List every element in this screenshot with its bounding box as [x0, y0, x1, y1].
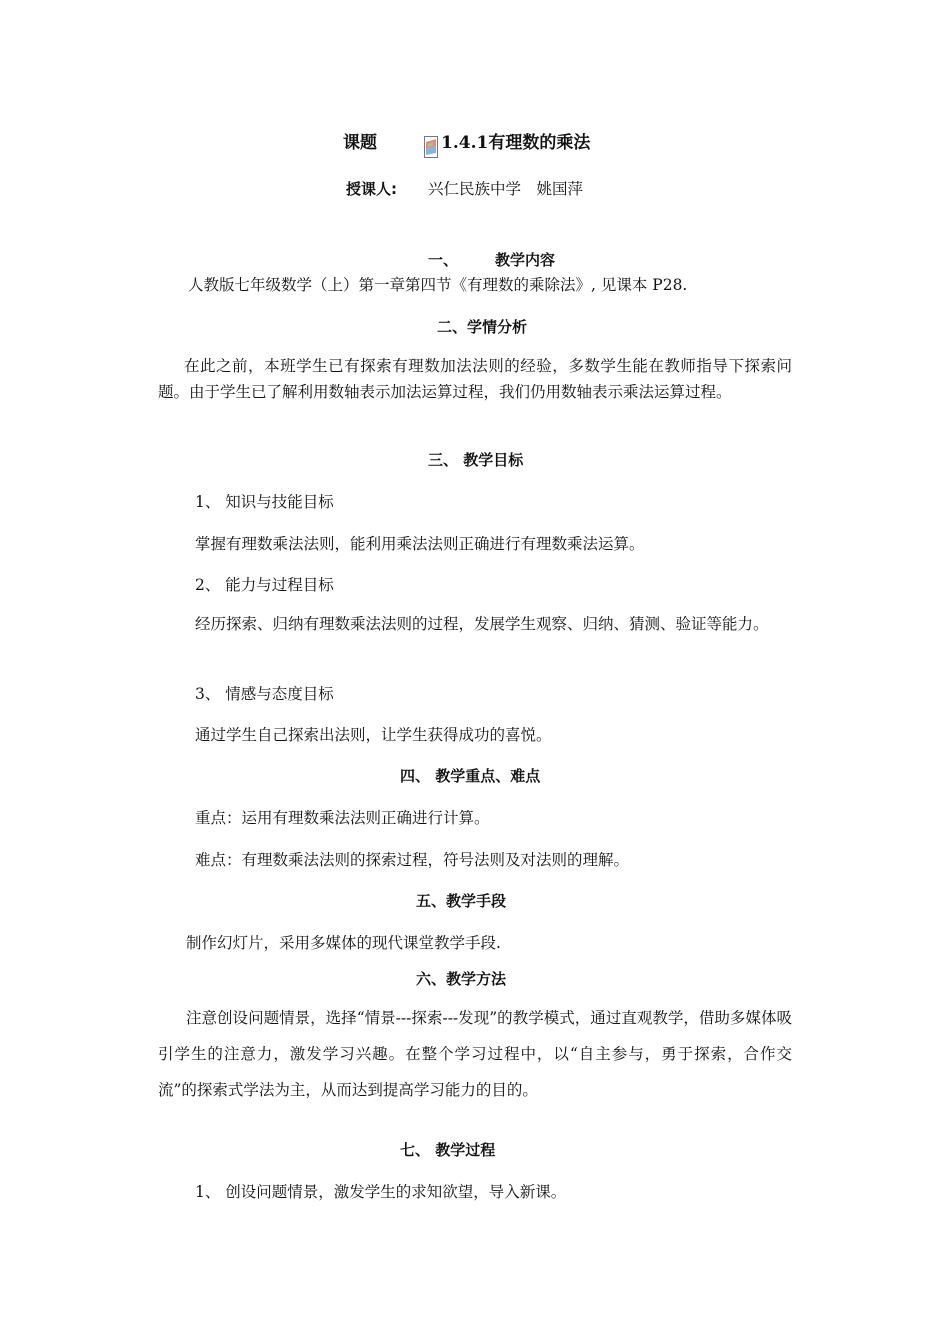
section2-body: 在此之前，本班学生已有探索有理数加法法则的经验，多数学生能在教师指导下探索问题。由于学生已了解利用数轴表示加法运算过程，我们仍用数轴表示乘法运算过程。	[158, 357, 792, 401]
goal2-body: 经历探索、归纳有理数乘法法则的过程，发展学生观察、归纳、猜测、验证等能力。	[195, 615, 769, 633]
goal1-body: 掌握有理数乘法法则，能利用乘法法则正确进行有理数乘法运算。	[195, 535, 645, 553]
page-title: 1.4.1有理数的乘法	[441, 133, 591, 153]
key-point: 重点：运用有理数乘法法则正确进行计算。	[195, 809, 490, 827]
goal1-title: 1、 知识与技能目标	[195, 493, 334, 511]
section1-heading: 教学内容	[495, 251, 556, 269]
goal3-body: 通过学生自己探索出法则，让学生获得成功的喜悦。	[195, 726, 552, 744]
section5-heading: 五、教学手段	[416, 892, 507, 910]
teacher-value: 兴仁民族中学 姚国萍	[428, 180, 584, 198]
section2-heading: 二、学情分析	[437, 318, 528, 336]
title-label: 课题	[343, 133, 377, 153]
section5-body: 制作幻灯片，采用多媒体的现代课堂教学手段.	[186, 934, 501, 952]
goal3-title: 3、 情感与态度目标	[195, 685, 334, 703]
difficulty-point: 难点：有理数乘法法则的探索过程，符号法则及对法则的理解。	[195, 851, 630, 869]
section6-heading: 六、教学方法	[416, 970, 507, 988]
section7-heading: 七、 教学过程	[400, 1141, 496, 1159]
broken-image-icon	[424, 136, 438, 158]
goal2-title: 2、 能力与过程目标	[195, 576, 334, 594]
section4-heading: 四、 教学重点、难点	[400, 767, 541, 785]
section1-body: 人教版七年级数学（上）第一章第四节《有理数的乘除法》, 见课本 P28.	[188, 276, 688, 294]
teacher-label: 授课人:	[346, 180, 397, 198]
section3-heading: 三、 教学目标	[428, 451, 524, 469]
section6-body: 注意创设问题情景，选择“情景---探索---发现”的教学模式，通过直观教学，借助多媒体吸引学生的注意力，激发学习兴趣。在整个学习过程中，以“自主参与，勇于探索，合作交流”的探索式学法为主，从而达到提高学习能力的目的。	[158, 1009, 792, 1099]
section1-heading-number: 一、	[428, 251, 459, 269]
process-item1: 1、 创设问题情景，激发学生的求知欲望，导入新课。	[195, 1183, 567, 1201]
